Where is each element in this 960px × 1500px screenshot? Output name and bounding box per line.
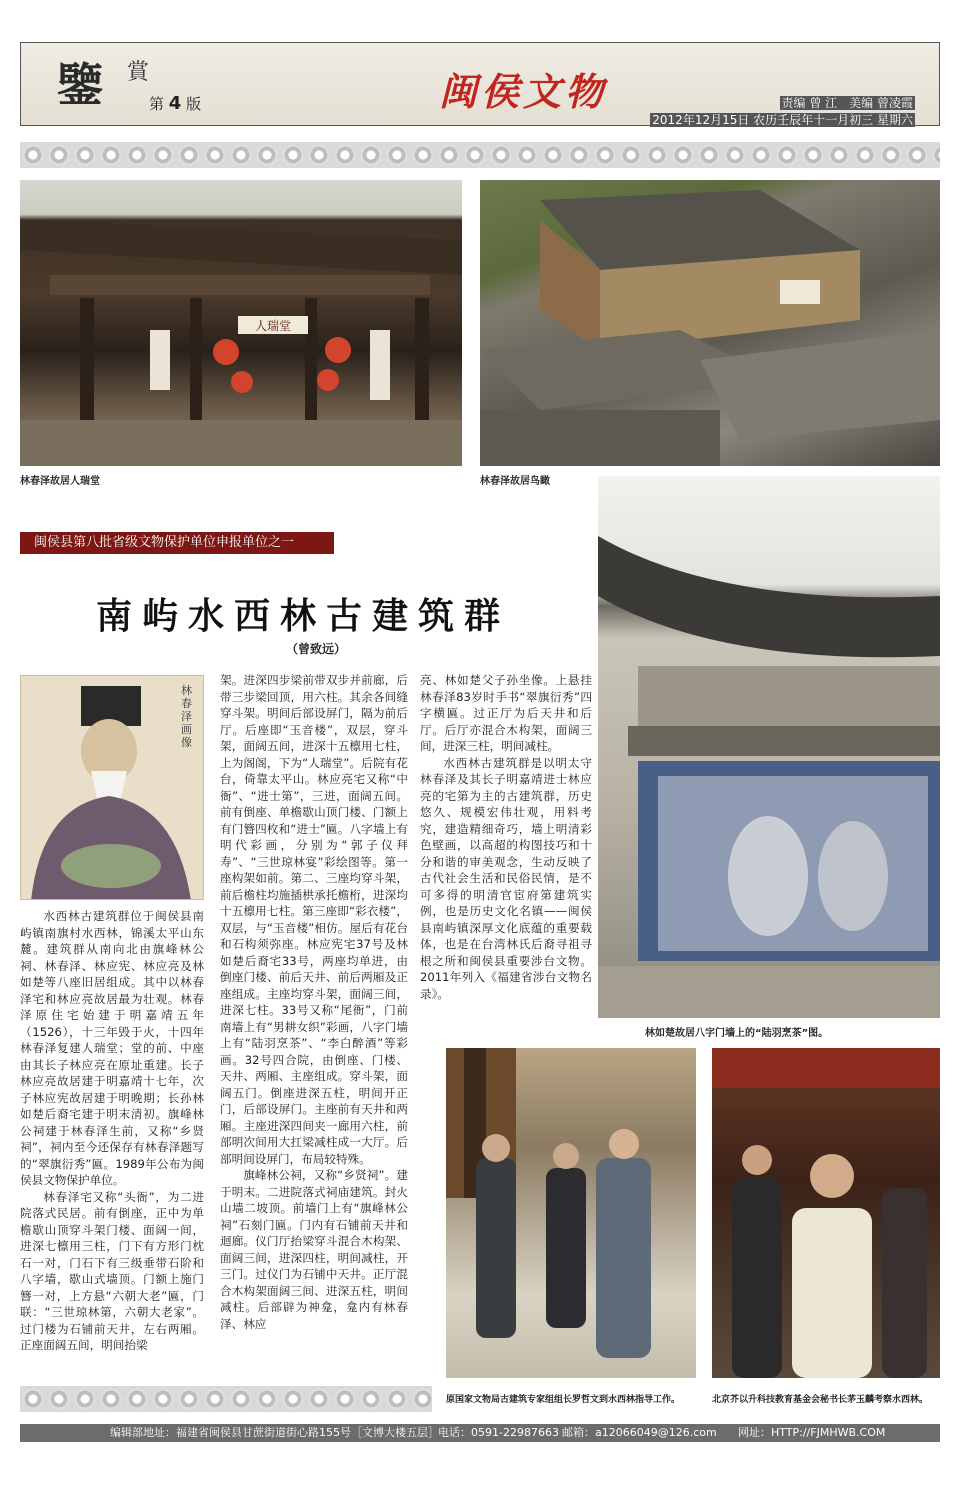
hall-illustration: [20, 180, 462, 466]
roofs-illustration: [480, 180, 940, 466]
caption-top-right: 林春泽故居鸟瞰: [480, 476, 550, 487]
paragraph: 水西林古建筑群位于闽侯县南屿镇南旗村水西林，锦溪太平山东麓。建筑群从南向北由旗峰林公祠、林春泽、林应宪、林应亮及林如楚等八座旧居组成。其中以林春泽宅和林应亮故居最为壮观。林春泽原住宅始建于明嘉靖五年（1526），十三年毁于火，十四年林春泽复建人瑞堂；堂的前、中座由其长子林应亮在原址重建。长子林应亮故居建于明嘉靖十七年，次子林应宪故居建于明晚期；长孙林如楚后裔宅建于明末清初。旗峰林公祠建于林春泽生前，又称“乡贤祠”，祠内至今还保存有林春泽题写的“翠旗衍秀”匾。1989年公布为闽侯县文物保护单位。: [20, 909, 204, 1187]
photo-moe-visit: [712, 1048, 940, 1378]
logo-character-side: 賞: [127, 60, 150, 85]
article-column-2: [220, 672, 408, 1332]
wall-illustration: [598, 476, 940, 1018]
paragraph: 架。进深四步梁前带双步并前廊，后带三步梁回顶，用六柱。其余各间缝穿斗架。明间后部设屏门，隔为前后厅。后座即“玉音楼”，双层，穿斗架，面阔五间，进深十五檩用七柱，上为阁阁，下为“人瑞堂”。后院有花台，倚靠太平山。林应亮宅又称“中衙”、“进士第”，三进，面阔五间。前有倒座、单檐歇山顶门楼、门额上有门簪四枚和“进士”匾。八字墙上有明代彩画，分别为“郭子仪拜寿”、“三世琼林宴”彩绘图等。第一座构架如前。第二、三座均穿斗架，前后檐柱均施插栱承托檐桁，进深均十五檩用七柱。第三座即“彩衣楼”，双层，与“玉音楼”相仿。屋后有花台和石构须弥座。林应宪宅37号及林如楚后裔宅33号，两座均单进，由倒座门楼、前后天井、前后两厢及正座组成。主座均穿斗架，面阔三间，进深七柱。33号又称“尾衙”，门前南墙上有“男耕女织”彩画，八字门墙上有“陆羽烹茶”、“李白醉酒”等彩画。32号四合院，由倒座、门楼、天井、两厢、主座组成。穿斗架，面阔五门。倒座进深五柱，明间开正门，后部设屏门。主座前有天井和两厢。主座进深四间夹一廊用六柱，前部明次间用大扛梁减柱成一大厅。后部明间设屏门，布局较特殊。: [220, 673, 408, 1166]
caption-bottom-right: 北京芥以升科技教育基金会秘书长茅玉麟考察水西林。: [712, 1395, 929, 1405]
paragraph: 水西林古建筑群是以明太守林春泽及其长子明嘉靖进士林应亮的宅第为主的古建筑群，历史悠久、规模宏伟壮观，用料考究，建造精细奇巧，墙上明清彩色壁画，以高超的构图技巧和十分和谐的审美观念，生动反映了古代社会生活和民俗民情，是不可多得的明清官宦府第建筑实例，也是历史文化名镇——闽侯县南屿镇深厚文化底蕴的重要载体，也是在台湾林氏后裔寻祖寻根之所和闽侯县重要涉台文物。2011年列入《福建省涉台文物名录》。: [420, 755, 592, 1001]
edition-prefix: 第: [149, 95, 165, 113]
series-banner: 闽侯县第八批省级文物保护单位申报单位之一: [20, 532, 334, 554]
edition-digit: 4: [168, 93, 182, 114]
article-headline: 南屿水西林古建筑群: [96, 595, 511, 637]
ornament-band-bottom: [20, 1386, 432, 1412]
footer-phone: 电话：0591-22987663: [438, 1426, 559, 1439]
section-title: 闽侯文物: [439, 69, 608, 114]
hall-sign: 人瑞堂: [254, 319, 292, 333]
photo-aerial-view: [480, 180, 940, 466]
photo-lin-chunze-hall: [20, 180, 462, 466]
caption-wall: 林如楚故居八字门墙上的“陆羽烹茶”图。: [645, 1028, 829, 1039]
article-column-1: [20, 908, 204, 1354]
footer-website[interactable]: 网址：HTTP://FJMHWB.COM: [738, 1426, 886, 1439]
article-column-3: [420, 672, 592, 1002]
article-byline: （曾致远）: [286, 642, 347, 656]
paragraph: 亮、林如楚父子孙坐像。上悬挂林春泽83岁时手书“翠旗衍秀”四字横匾。过正厅为后天井和后厅。后厅亦混合木构架，面阔三间，进深三柱，明间减柱。: [420, 673, 592, 753]
footer-bar: [20, 1424, 940, 1442]
visit-illustration: [446, 1048, 696, 1378]
masthead: [20, 42, 940, 126]
footer-address: 编辑部地址：福建省闽侯县甘蔗街道街心路155号［文博大楼五层］: [110, 1426, 439, 1439]
logo-character-main: 鑒: [57, 58, 97, 112]
portrait-illustration: [21, 676, 204, 900]
ornament-band-top: [20, 142, 940, 168]
edition-suffix: 版: [186, 95, 202, 113]
portrait-title: 林春泽画像: [181, 684, 192, 749]
editors-line: 责编 曾 江 美编 曾凌霞: [781, 96, 913, 110]
photo-expert-visit: [446, 1048, 696, 1378]
caption-top-left: 林春泽故居人瑞堂: [20, 476, 100, 487]
visit-illustration-2: [712, 1048, 940, 1378]
footer-email[interactable]: 邮箱：a12066049@126.com: [562, 1426, 717, 1439]
paragraph: 旗峰林公祠，又称“乡贤祠”。建于明末。二进院落式祠庙建筑。封火山墙二坡顶。前墙门上有“旗峰林公祠”石刻门匾。门内有石铺前天井和迴廊。仪门厅抬梁穿斗混合木构架、面阔三间，进深四柱，明间减柱，开三门。过仪门为石铺中天井。正厅混合木构架面阔三间、进深五柱，明间减柱。后部辟为神龛，龛内有林春泽、林应: [220, 1168, 408, 1331]
date-line: 2012年12月15日 农历壬辰年十一月初三 星期六: [652, 113, 913, 127]
caption-bottom-mid: 原国家文物局古建筑专家组组长罗哲文到水西林指导工作。: [446, 1395, 681, 1405]
paragraph: 林春泽宅又称“头衙”，为二进院落式民居。前有倒座，正中为单檐歇山顶穿斗架门楼、面阔一间，进深七檩用三柱，门下有方形门枕石一对，门石下有三级垂带石阶和八字墙，歇山式墙顶。门额上施门簪一对，上方悬“六朝大老”匾，门联：“三世琼林第，六朝大老家”。过门楼为石铺前天井，左右两厢。正座面阔五间，明间抬梁: [20, 1189, 204, 1352]
edition-number: [149, 93, 201, 114]
photo-wall-painting: [598, 476, 940, 1018]
masthead-credits: [650, 95, 915, 129]
portrait-lin-chunze: [20, 675, 204, 900]
